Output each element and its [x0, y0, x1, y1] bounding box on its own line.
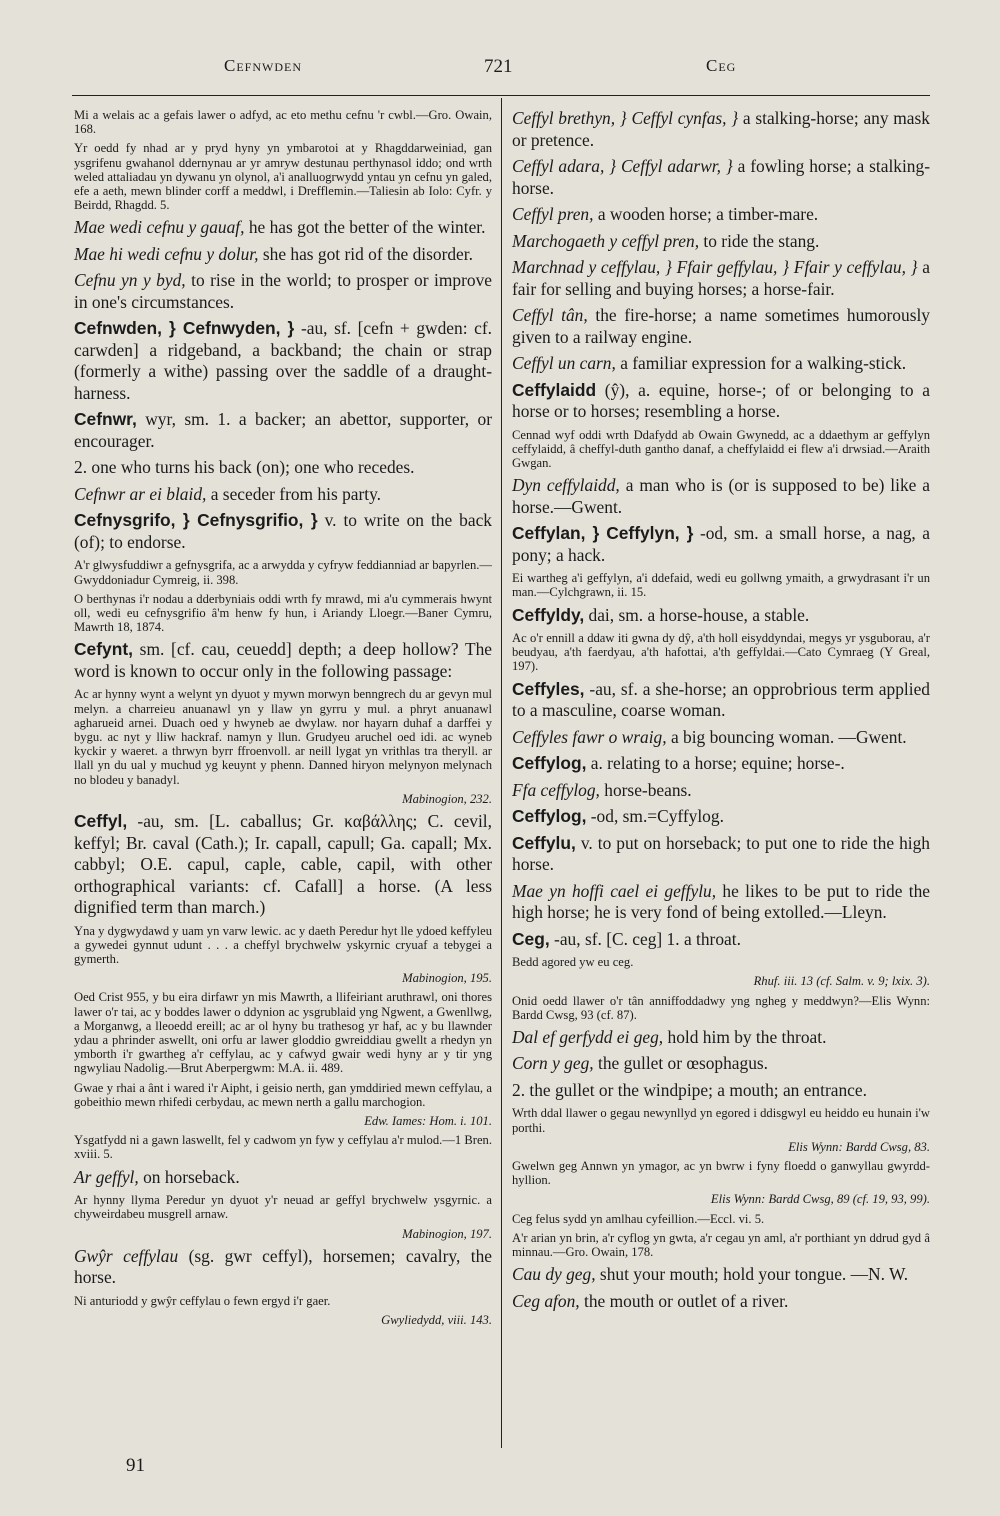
entry-definition: a. relating to a horse; equine; horse-.: [590, 753, 845, 774]
dictionary-entry: [512, 727, 930, 749]
entry-headword: Mae hi wedi cefnu y dolur,: [74, 243, 259, 264]
dictionary-entry: [512, 1027, 930, 1049]
citation-quote: Onid oedd llawer o'r tân anniffoddadwy yng ngheg y meddwyn?—Elis Wynn: Bardd Cwsg, 93 (cf. 87).: [512, 993, 930, 1022]
entry-definition: a big bouncing woman. —Gwent.: [670, 726, 907, 747]
entry-headword: Ceffylog,: [512, 806, 587, 827]
signature-number: 91: [126, 1455, 145, 1476]
entry-headword: Ffa ceffylog,: [512, 779, 600, 800]
entry-headword: Ceffyldy,: [512, 604, 585, 625]
entry-headword: Gwŷr ceffylau: [74, 1245, 179, 1266]
citation-source: Rhuf. iii. 13 (cf. Salm. v. 9; lxix. 3).: [753, 974, 930, 989]
dictionary-entry: [512, 1264, 930, 1286]
citation-source: Mabinogion, 232.: [402, 791, 492, 806]
entry-definition: -od, sm.=Cyffylog.: [590, 806, 724, 827]
entry-definition: he likes to be put to ride the high horse; he is very fond of being extolled.—Lleyn.: [512, 880, 931, 923]
entry-definition: a fowling horse; a stalking-horse.: [512, 156, 930, 198]
entry-headword: Ceg,: [512, 928, 550, 949]
running-head-right: Ceg: [706, 56, 737, 75]
dictionary-entry: [74, 217, 492, 239]
dictionary-entry: [512, 753, 930, 775]
citation-source: Edw. Iames: Hom. i. 101.: [364, 1114, 492, 1128]
entry-definition: -od, sm. a small horse, a nag, a pony; a hack.: [512, 523, 930, 565]
entry-definition: a fair for selling and buying horses; a horse-fair.: [512, 257, 930, 299]
citation-quote: Ac ar hynny wynt a welynt yn dyuot y mywn morwyn benngrech du ar gevyn mul melyn. a charreieu anuanawl yn y llaw yn gyrru y mul. a phryt anuanawl agharueid arnei. Duach oed y hwyneb ae dwylaw. nor hayarn duhaf a darffei y bygu. ac nyt y lliw hackraf. namyn y llun. Grudyeu aruchel oed idi. ac wyneb kyckir y waeret. a thrwyn byrr ffroenvoll. ar neill lygat yn vrithlas tra theryll. ar llall yn du ual y muchud yg keuynt y phenn. Danned hiryon melynyon melynach no blodeu y banadyl.: [74, 687, 492, 787]
dictionary-entry: [512, 156, 930, 199]
entry-definition: wyr, sm. 1. a backer; an abettor, supporter, or encourager.: [74, 409, 492, 451]
entry-headword: Marchnad y ceffylau, } Ffair geffylau, } Ffair y ceffylau, }: [512, 257, 918, 277]
dictionary-entry: [74, 244, 492, 266]
entry-headword: Ceffyl pren,: [512, 204, 594, 224]
entry-definition: v. to write on the back (of); to endorse.: [74, 510, 492, 552]
entry-headword: Cefnwden, } Cefnwyden, }: [74, 318, 295, 339]
dictionary-entry: [74, 639, 492, 682]
citation-quote: Oed Crist 955, y bu eira dirfawr yn mis Mawrth, a llifeiriant aruthrawl, oni thores lawer o'r tai, ac y boddes lawer o ddynion ac ysgrublaid yng Ngwent, a Gwenllwg, a Morganwg, a lleoedd ereill; ac ar ol hyny bu trathesog yr haf, ac y bu llawnder ydau a phrinder aswellt, oni orfu ar lawer gloddio gwreiddiau gwellt a rhedyn yn ymborth i'r gwartheg a'r ceffylau, ac y cafwyd gwair wedi hyny ar y tir yng ngwyliau Nadolig.—Brut Aberpergwm: M.A. ii. 489.: [74, 990, 492, 1076]
dictionary-entry: [512, 780, 930, 802]
entry-definition: on horseback.: [143, 1166, 240, 1187]
entry-headword: Cefnu yn y byd,: [74, 270, 186, 291]
dictionary-entry: [512, 204, 930, 226]
entry-definition: the fire-horse; a name sometimes humorously given to a railway engine.: [512, 305, 930, 347]
dictionary-entry: [512, 679, 930, 722]
entry-definition: -au, sf. [cefn + gwden: cf. carwden] a ridgeband, a backband; the chain or strap (formerly a withe) passing over the saddle of a draught-harness.: [74, 318, 492, 403]
citation-quote: Yna y dygwydawd y uam yn varw lewic. ac y daeth Peredur hyt lle ydoed keffyleu a gywedei gynnut udunt . . . a cheffyl brychwelw yskyrnic cryuaf a tebygei a gymerth.: [74, 923, 492, 966]
entry-headword: Ceffyl adara, } Ceffyl adarwr, }: [512, 156, 733, 176]
dictionary-entry: [512, 929, 930, 951]
entry-definition: a stalking-horse; any mask or pretence.: [512, 108, 930, 150]
entry-definition: 2. the gullet or the windpipe; a mouth; an entrance.: [512, 1079, 867, 1100]
dictionary-entry: [74, 1167, 492, 1189]
entry-definition: 2. one who turns his back (on); one who recedes.: [74, 457, 415, 478]
entry-definition: to ride the stang.: [703, 230, 820, 251]
entry-headword: Ceffyl un carn,: [512, 353, 616, 373]
entry-headword: Mae yn hoffi cael ei geffylu,: [512, 880, 717, 901]
dictionary-entry: [512, 380, 930, 423]
dictionary-entry: [512, 353, 930, 375]
entry-definition: v. to put on horseback; to put one to ride the high horse.: [512, 832, 930, 875]
left-column: [74, 108, 492, 1332]
entry-definition: a wooden horse; a timber-mare.: [597, 204, 819, 224]
entry-definition: (sg. gwr ceffyl), horsemen; cavalry, the horse.: [74, 1245, 492, 1288]
dictionary-entry: [512, 257, 930, 300]
entry-definition: a familiar expression for a walking-stick.: [620, 353, 907, 373]
dictionary-entry: [74, 484, 492, 506]
dictionary-entry: [74, 811, 492, 919]
entry-definition: -au, sm. [L. caballus; Gr. καβάλλης; C. cevil, keffyl; Br. caval (Cath.); Ir. capall, capull; Ga. capall; Mx. cabbyl; O.E. capul, caple, cable, capil, with other orthographical variants: cf. Cafall] a horse. (A less dignified term than march.): [74, 811, 492, 918]
entry-definition: horse-beans.: [604, 779, 692, 800]
citation-quote: Bedd agored yw eu ceg.: [512, 955, 634, 970]
dictionary-entry: [74, 409, 492, 452]
running-head-left: Cefnwden: [224, 56, 302, 75]
dictionary-entry: [512, 605, 930, 627]
dictionary-entry: [74, 1246, 492, 1289]
entry-definition: sm. [cf. cau, ceuedd] depth; a deep hollow? The word is known to occur only in the following passage:: [74, 639, 492, 681]
entry-headword: Cefnwr ar ei blaid,: [74, 483, 207, 504]
entry-definition: a seceder from his party.: [210, 483, 382, 504]
citation-quote: Gwae y rhai a ânt i wared i'r Aipht, i geisio nerth, gan ymddiried mewn ceffylau, a gobeithio mewn rhifedi cerbydau, ac mewn nerth a gallu marchogion.: [74, 1080, 492, 1109]
citation-quote: Yr oedd fy nhad ar y pryd hyny yn ymbarotoi at y Rhagddarweiniad, gan ysgrifenu gwahanol ddernynau ar yr amryw destunau perthynasol iddo; ond wrth weled attaliadau yn dywanu yn olynol, a'i analluogrwydd yntau yn cefnu yn galed, efe a aeth, mewn blinder corff a meddwl, i Drefflemin.—Taliesin ab Iolo: Cyfr. y Beirdd, Rhagdd. 5.: [74, 141, 492, 213]
entry-headword: Ceffylan, } Ceffylyn, }: [512, 523, 694, 544]
entry-headword: Cefynt,: [74, 639, 133, 660]
entry-headword: Dyn ceffylaidd,: [512, 475, 620, 496]
page-number: 721: [484, 56, 513, 77]
entry-definition: to rise in the world; to prosper or improve in one's circumstances.: [74, 270, 492, 312]
dictionary-entry: [512, 881, 930, 924]
citation-quote: Cennad wyf oddi wrth Ddafydd ab Owain Gwynedd, ac a ddaethym ar geffylyn ceffylaidd, â cheffyl-duth gantho danaf, a cheffylaidd ei flew a'i drwsiad.—Araith Gwgan.: [512, 427, 930, 470]
entry-definition: (ŷ), a. equine, horse-; of or belonging to a horse or to horses; resembling a horse.: [512, 379, 930, 421]
dictionary-entry: [74, 318, 492, 404]
entry-headword: Ceffylaidd: [512, 379, 597, 400]
dictionary-entry: [512, 108, 930, 151]
entry-headword: Ceffyl,: [74, 811, 128, 832]
citation-quote: Mi a welais ac a gefais lawer o adfyd, ac eto methu cefnu 'r cwbl.—Gro. Owain, 168.: [74, 108, 492, 137]
entry-definition: a man who is (or is supposed to be) like a horse.—Gwent.: [512, 475, 930, 517]
entry-definition: shut your mouth; hold your tongue. —N. W.: [599, 1264, 909, 1285]
entry-headword: Ar geffyl,: [74, 1166, 139, 1187]
right-column: [512, 108, 930, 1317]
citation-source: Mabinogion, 197.: [402, 1226, 492, 1241]
entry-headword: Cefnysgrifo, } Cefnysgrifio, }: [74, 510, 318, 531]
dictionary-entry: [74, 510, 492, 553]
entry-definition: dai, sm. a horse-house, a stable.: [588, 604, 810, 625]
citation-quote: Gwelwn geg Annwn yn ymagor, ac yn bwrw i fyny floedd o ganwyllau gwyrdd-hyllion.: [512, 1159, 930, 1188]
dictionary-entry: [512, 1053, 930, 1075]
citation-quote: A'r arian yn brin, a'r cyflog yn gwta, a'r cegau yn aml, a'r porthiant yn ddrud gyd â minnau.—Gro. Owain, 178.: [512, 1230, 930, 1260]
dictionary-entry: [512, 231, 930, 253]
citation-quote: Ceg felus sydd yn amlhau cyfeillion.—Eccl. vi. 5.: [512, 1211, 765, 1226]
entry-headword: Ceffyles fawr o wraig,: [512, 726, 667, 747]
dictionary-entry: [512, 1291, 930, 1313]
entry-headword: Ceffylog,: [512, 753, 587, 774]
entry-definition: hold him by the throat.: [667, 1026, 827, 1047]
citation-quote: A'r glwysfuddiwr a gefnysgrifa, ac a arwydda y cyfryw feddianniad ar bapyrlen.—Gwyddoniadur Cymreig, ii. 398.: [74, 558, 492, 587]
dictionary-entry: [512, 806, 930, 828]
dictionary-entry: [74, 457, 492, 479]
entry-definition: -au, sf. [C. ceg] 1. a throat.: [554, 928, 741, 949]
dictionary-entry: [512, 1080, 930, 1102]
citation-source: Elis Wynn: Bardd Cwsg, 83.: [788, 1139, 930, 1154]
entry-headword: Ceffylu,: [512, 832, 576, 853]
entry-headword: Ceg afon,: [512, 1290, 580, 1311]
citation-quote: Wrth ddal llawer o gegau newynllyd yn egored i ddisgwyl eu heiddo eu hunain i'w porthi.: [512, 1106, 930, 1135]
entry-definition: the mouth or outlet of a river.: [584, 1290, 789, 1311]
dictionary-entry: [512, 523, 930, 566]
citation-quote: Ysgatfydd ni a gawn laswellt, fel y cadwom yn fyw y ceffylau a'r mulod.—1 Bren. xviii. 5.: [74, 1133, 492, 1162]
entry-headword: Cefnwr,: [74, 409, 137, 430]
citation-quote: Ei wartheg a'i geffylyn, a'i ddefaid, wedi eu gollwng ymaith, a grwydrasant i'r un man.—Cylchgrawn, ii. 15.: [512, 571, 930, 600]
entry-headword: Ceffyl brethyn, } Ceffyl cynfas, }: [512, 108, 739, 128]
entry-headword: Ceffyles,: [512, 678, 585, 699]
entry-definition: -au, sf. a she-horse; an opprobrious term applied to a masculine, coarse woman.: [512, 678, 930, 721]
dictionary-entry: [74, 270, 492, 313]
citation-source: Gwyliedydd, viii. 143.: [381, 1312, 492, 1327]
entry-headword: Marchogaeth y ceffyl pren,: [512, 230, 700, 251]
dictionary-entry: [512, 305, 930, 348]
citation-source: Elis Wynn: Bardd Cwsg, 89 (cf. 19, 93, 99).: [710, 1192, 930, 1207]
entry-headword: Mae wedi cefnu y gauaf,: [74, 217, 245, 238]
citation-quote: Ac o'r ennill a ddaw iti gwna dy dŷ, a'th holl eisyddyndai, megys yr ysguborau, a'r beudyau, a'th faerdyau, a'th hafottai, a'th geffyldai.—Cato Cymraeg (Y Greal, 197).: [512, 631, 930, 674]
entry-definition: he has got the better of the winter.: [248, 217, 486, 238]
entry-headword: Cau dy geg,: [512, 1264, 596, 1285]
citation-quote: Ar hynny llyma Peredur yn dyuot y'r neuad ar geffyl brychwelw ysgyrnic. a chyweirdabeu musgrell arnaw.: [74, 1193, 492, 1222]
dictionary-entry: [512, 833, 930, 876]
column-divider: [501, 98, 502, 1448]
citation-source: Mabinogion, 195.: [402, 971, 492, 986]
citation-quote: O berthynas i'r nodau a dderbyniais oddi wrth fy mrawd, mi a'u cymmerais hwynt oll, wedi eu cefnysgrifio â'm henw fy hun, i Ariandy Lloegr.—Baner Cymru, Mawrth 18, 1874.: [74, 591, 492, 635]
entry-headword: Dal ef gerfydd ei geg,: [512, 1026, 664, 1047]
entry-definition: the gullet or œsophagus.: [598, 1053, 769, 1074]
entry-definition: she has got rid of the disorder.: [262, 243, 473, 264]
header-rule: [72, 95, 930, 96]
dictionary-entry: [512, 475, 930, 518]
citation-quote: Ni anturiodd y gwŷr ceffylau o fewn ergyd i'r gaer.: [74, 1293, 331, 1308]
entry-headword: Corn y geg,: [512, 1053, 594, 1074]
entry-headword: Ceffyl tân,: [512, 305, 588, 325]
